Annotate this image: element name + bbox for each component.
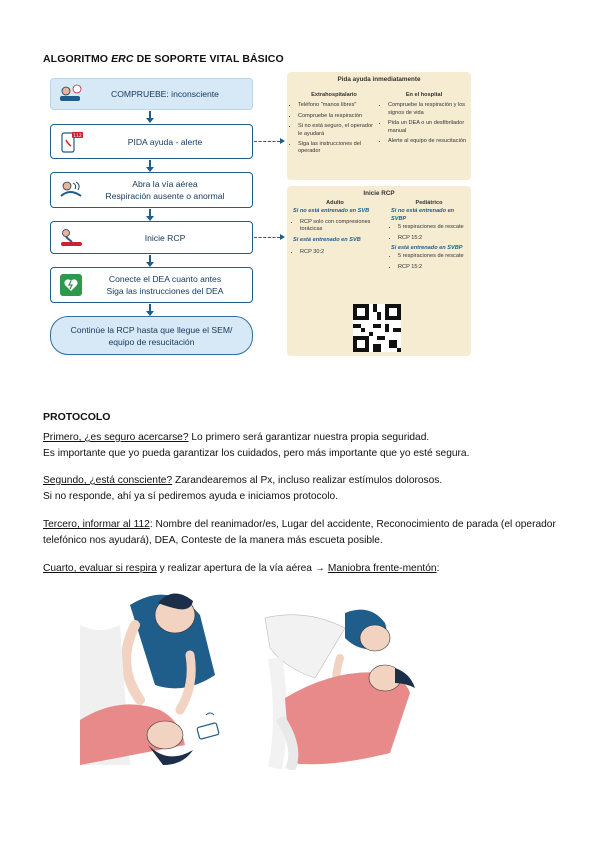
- qr-code-icon: [353, 304, 401, 352]
- protocol-step-3: Tercero, informar al 112: Nombre del reanimador/es, Lugar del accidente, Reconocimiento de parada (el operador telefónico nos ayudará), DEA, Conteste de la manera más escueta posible.: [43, 519, 556, 546]
- step-call-help: 112 PIDA ayuda - alerte: [50, 124, 253, 159]
- head-tilt-chin-lift-illustration: [80, 585, 250, 765]
- protocol-step-1: Primero, ¿es seguro acercarse? Lo primero será garantizar nuestra propia seguridad. Es importante que yo pueda garantizar los cuidados, pero más importante que yo esté segura.: [43, 432, 470, 459]
- help-out-of-hospital: Extrahospitalario • Teléfono "manos libres" • Compruebe la respiración • Si no está seguro, el operador le ayudará • Siga las instrucciones del operador: [291, 92, 377, 159]
- step-continue-cpr: Continúe la RCP hasta que llegue el SEM/ equipo de resucitación: [50, 316, 253, 355]
- step-open-airway: Abra la vía aérea Respiración ausente o anormal: [50, 172, 253, 208]
- step-start-cpr: Inicie RCP: [50, 221, 253, 254]
- panel-call-help: Pida ayuda inmediatamente Extrahospitalario • Teléfono "manos libres" • Compruebe la respiración • Si no está seguro, el operador le ayudará • Siga las instrucciones del operador En el hospital • Compruebe la respiración y los signos de vida • Pida un DEA o un desfibrilador manual • Alerte al equipo de resucitación: [287, 72, 471, 180]
- step-check-unconscious: COMPRUEBE: inconsciente: [50, 78, 253, 110]
- dashed-connector-cpr: [254, 237, 280, 238]
- document-title: ALGORITMO ERC DE SOPORTE VITAL BÁSICO: [43, 53, 284, 65]
- panel-start-cpr: Inicie RCP Adulto Si no está entrenado en SVB • RCP solo con compresiones torácicas Si está entrenado en SVB • RCP 30:2 Pediátrico Si no está entrenado en SVBP • 5 respiraciones de rescate • RCP 15:2 Si está entrenado en SVBP • 5 respiraciones de rescate • RCP 15:2: [287, 186, 471, 356]
- dashed-arrow-head: [280, 234, 285, 240]
- protocol-title: PROTOCOLO: [43, 411, 111, 423]
- cpr-pediatric: Pediátrico Si no está entrenado en SVBP • 5 respiraciones de rescate • RCP 15:2 Si está entrenado en SVBP • 5 respiraciones de rescate • RCP 15:2: [391, 200, 467, 274]
- dashed-arrow-head: [280, 138, 285, 144]
- dashed-connector-help: [254, 141, 280, 142]
- cpr-adult: Adulto Si no está entrenado en SVB • RCP solo con compresiones torácicas Si está entrenado en SVB • RCP 30:2: [293, 200, 377, 259]
- cpr-icon: [58, 227, 84, 249]
- protocol-step-2: Segundo, ¿está consciente? Zarandearemos al Px, incluso realizar estímulos dolorosos. Si no responde, ahí ya sí pediremos ayuda e iniciamos protocolo.: [43, 475, 443, 502]
- aed-icon: [58, 274, 84, 296]
- person-check-icon: [58, 83, 84, 105]
- protocol-step-4: Cuarto, evaluar si respira y realizar apertura de la vía aérea → Maniobra frente-mentón:: [43, 563, 440, 574]
- svg-text:112: 112: [73, 133, 82, 139]
- step-connect-aed: Conecte el DEA cuanto antes Siga las instrucciones del DEA: [50, 267, 253, 303]
- phone-112-icon: [58, 131, 84, 153]
- look-listen-feel-illustration: [255, 598, 430, 770]
- airway-icon: [58, 179, 84, 201]
- help-in-hospital: En el hospital • Compruebe la respiración y los signos de vida • Pida un DEA o un desfibrilador manual • Alerte al equipo de resucitación: [381, 92, 467, 148]
